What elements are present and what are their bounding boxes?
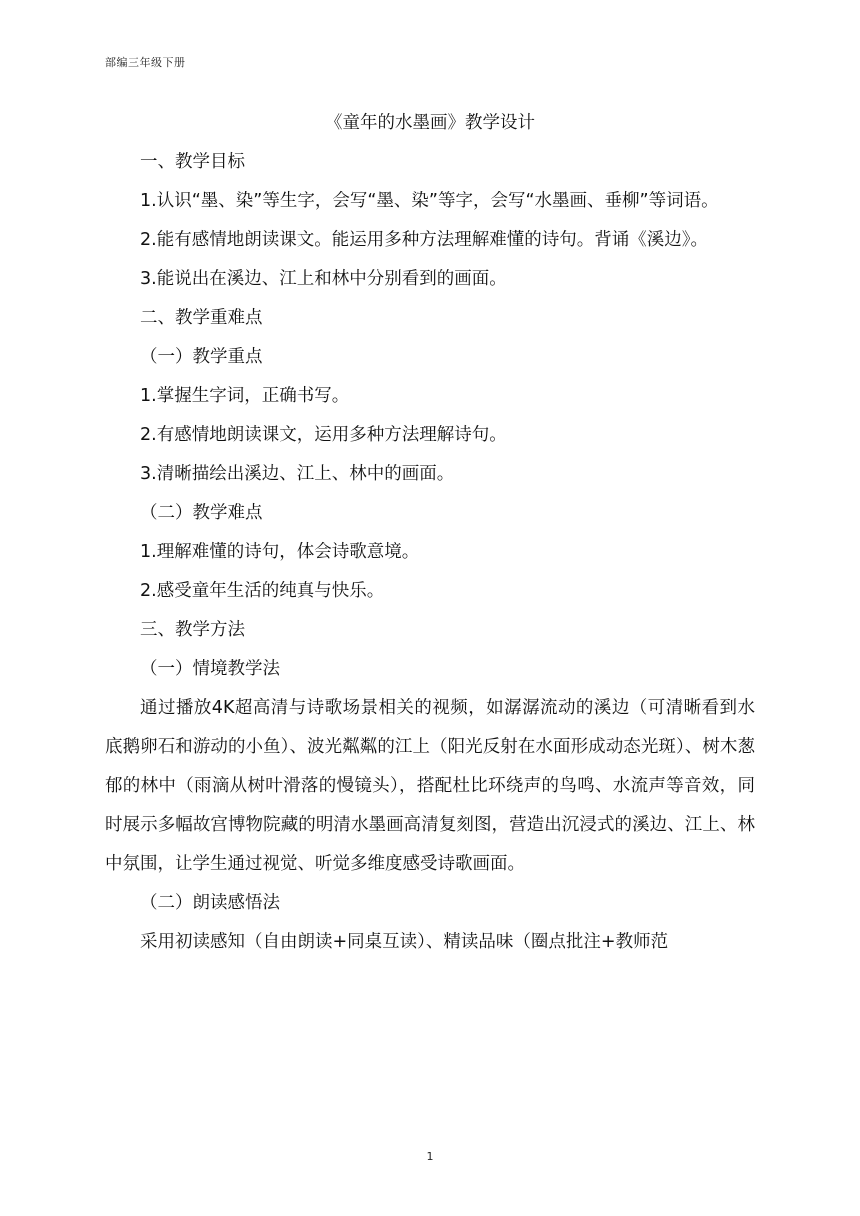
subheading-difficulties: （二）教学难点	[140, 503, 263, 523]
objective-3: 3.能说出在溪边、江上和林中分别看到的画面。	[140, 269, 507, 289]
key-point-1: 1.掌握生字词，正确书写。	[140, 386, 350, 406]
page-header: 部编三年级下册	[105, 56, 186, 69]
heading-teaching-objectives: 一、教学目标	[140, 152, 245, 172]
subheading-key-points: （一）教学重点	[140, 347, 263, 367]
page-number: 1	[426, 1150, 434, 1163]
key-point-3: 3.清晰描绘出溪边、江上、林中的画面。	[140, 464, 455, 484]
key-point-2: 2.有感情地朗读课文，运用多种方法理解诗句。	[140, 425, 507, 445]
subheading-situational-method: （一）情境教学法	[140, 659, 280, 679]
reading-method-body: 采用初读感知（自由朗读+同桌互读）、精读品味（圈点批注+教师范	[140, 932, 669, 952]
difficulty-2: 2.感受童年生活的纯真与快乐。	[140, 581, 385, 601]
subheading-reading-method: （二）朗读感悟法	[140, 893, 280, 913]
heading-key-difficulties: 二、教学重难点	[140, 308, 263, 328]
situational-method-body: 通过播放4K超高清与诗歌场景相关的视频，如潺潺流动的溪边（可清晰看到水底鹅卵石和游动的小鱼）、波光粼粼的江上（阳光反射在水面形成动态光斑）、树木葱郁的林中（雨滴从树叶滑落的慢镜头），搭配杜比环绕声的鸟鸣、水流声等音效，同时展示多幅故宫博物院藏的明清水墨画高清复刻图，营造出沉浸式的溪边、江上、林中氛围，让学生通过视觉、听觉多维度感受诗歌画面。	[105, 698, 755, 874]
document-body	[105, 104, 755, 962]
difficulty-1: 1.理解难懂的诗句，体会诗歌意境。	[140, 542, 420, 562]
objective-2: 2.能有感情地朗读课文。能运用多种方法理解难懂的诗句。背诵《溪边》。	[140, 230, 708, 250]
heading-teaching-methods: 三、教学方法	[140, 620, 245, 640]
document-title: 《童年的水墨画》教学设计	[325, 113, 535, 133]
objective-1: 1.认识“墨、染”等生字，会写“墨、染”等字，会写“水墨画、垂柳”等词语。	[140, 191, 719, 211]
